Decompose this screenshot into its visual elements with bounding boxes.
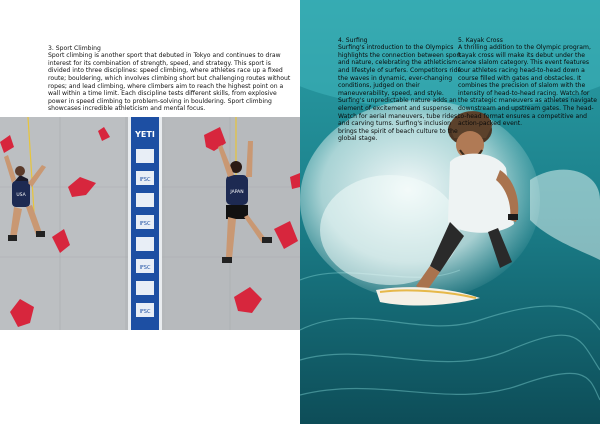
surfing-body: Surfing's introduction to the Olympics highlights the connection between sport and nature, celebrating the athleticism and lifestyle of surfers. Competitors ride the waves in dynamic, ever-changing conditions, judged on their maneuverability, speed, and style. Surfing's unpredictable nature adds an element of excitement and suspense. Watch for aerial maneuvers, tube rides, and carving turns. Surfing's inclusion brings the spirit of beach culture to the global stage. (338, 44, 462, 143)
kayak-cross-body: A thrilling addition to the Olympic program, kayak cross will make its debut under the canoe slalom category. This event features four athletes racing head-to-head down a course filled with gates and obstacles. It combines the precision of slalom with the intensity of head-to-head racing. Watch for the strategic maneuvers as athletes navigate downstream and upstream gates. The head-to-head format ensures a competitive and action-packed event. (458, 44, 598, 128)
bib-right: JAPAN (230, 190, 244, 195)
kayak-cross-section (458, 29, 598, 128)
sponsor-label: IFSC (139, 265, 151, 271)
bib-left: USA (16, 193, 26, 198)
sponsor-label: IFSC (139, 177, 151, 183)
surfing-section (338, 29, 466, 143)
sport-climbing-heading: 3. Sport Climbing (48, 44, 101, 52)
banner-yeti-text: YETI (135, 130, 155, 139)
kayak-cross-heading: 5. Kayak Cross (458, 36, 503, 44)
climbing-photo (0, 117, 300, 330)
surfing-heading: 4. Surfing (338, 36, 368, 44)
sponsor-label: IFSC (139, 309, 151, 315)
sport-climbing-body: Sport climbing is another sport that debuted in Tokyo and continues to draw interest for its combination of strength, speed, and strategy. This sport is divided into three disciplines: speed climbing, where athletes race up a fixed route; bouldering, which involves climbing short but challenging routes without ropes; and lead climbing, where climbers aim to reach the highest point on a wall within a time limit. Each discipline tests different skills, from explosive power in speed climbing to problem-solving in bouldering. Sport climbing showcases incredible athleticism and mental focus. (48, 52, 291, 113)
sport-climbing-section (48, 37, 294, 113)
sponsor-label: IFSC (139, 221, 151, 227)
